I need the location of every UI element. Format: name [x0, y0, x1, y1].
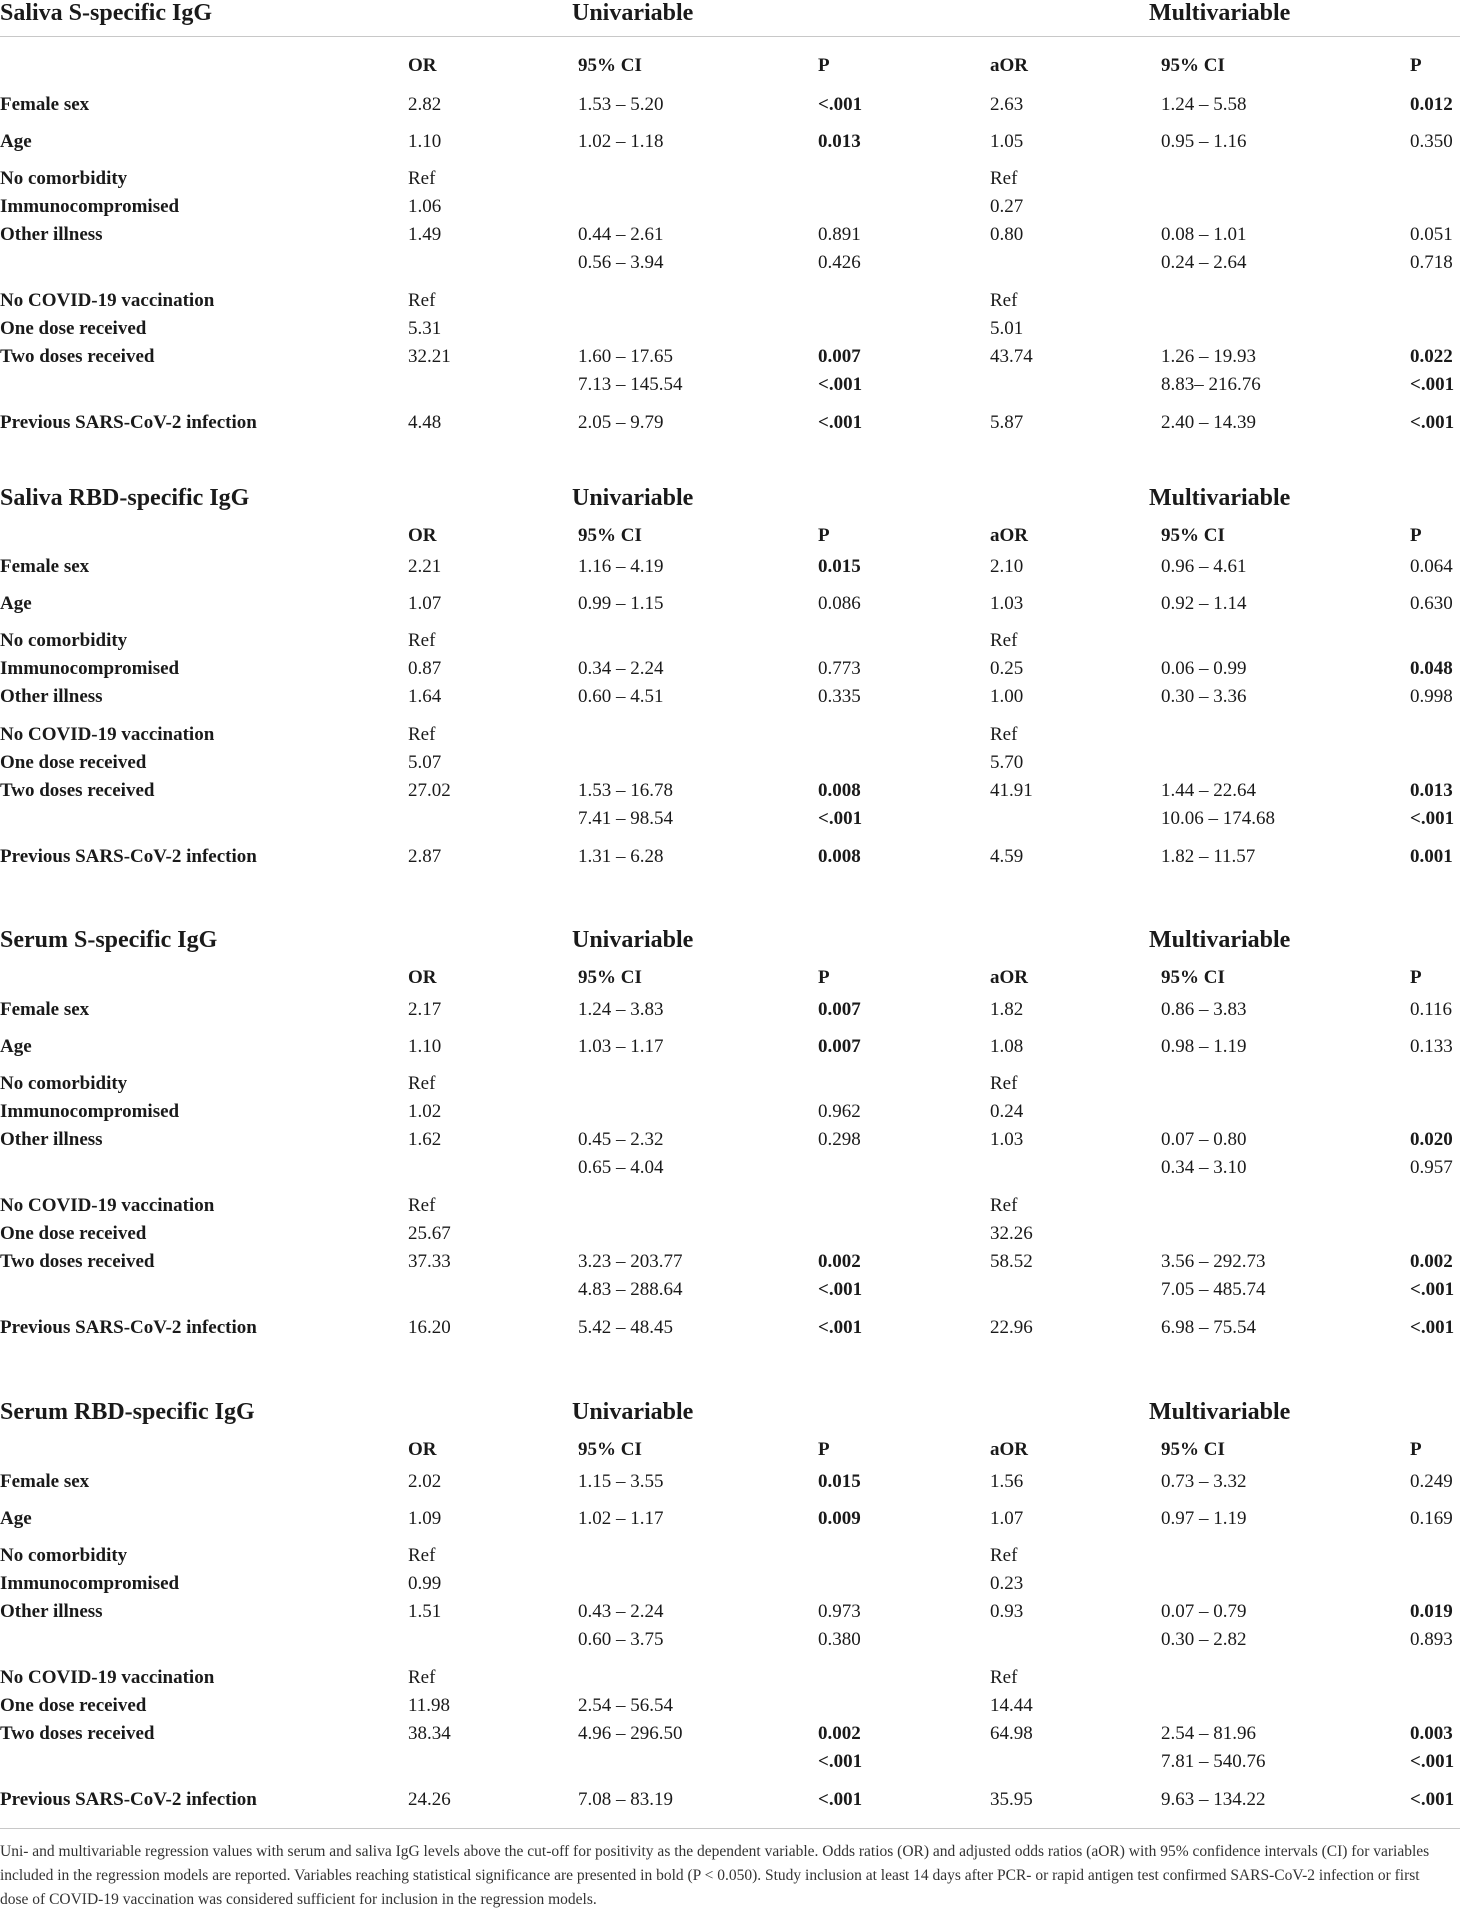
row-label: Female sex	[0, 556, 90, 577]
multivariable-heading: Multivariable	[1149, 927, 1291, 953]
cell-aor: Ref	[990, 724, 1018, 745]
cell-ap: 0.893	[1410, 1629, 1453, 1650]
cell-p: <.001	[818, 94, 863, 115]
cell-or: 1.06	[408, 196, 442, 217]
cell-or: 2.87	[408, 846, 442, 867]
cell-aci: 1.26 – 19.93	[1161, 346, 1256, 367]
cell-ap: <.001	[1410, 1751, 1455, 1772]
column-header-ci: 95% CI	[578, 967, 642, 988]
cell-or: 0.87	[408, 658, 442, 679]
cell-or: 1.64	[408, 686, 442, 707]
row-label: No COVID-19 vaccination	[0, 1195, 215, 1216]
cell-ci: 7.08 – 83.19	[578, 1789, 673, 1810]
column-header-p: P	[818, 525, 830, 546]
cell-p: 0.426	[818, 252, 861, 273]
cell-p: <.001	[818, 1751, 863, 1772]
column-header-or: OR	[408, 967, 437, 988]
cell-ap: 0.003	[1410, 1723, 1453, 1744]
column-header-ci: 95% CI	[578, 1439, 642, 1460]
cell-aor: 2.63	[990, 94, 1024, 115]
cell-ci: 2.54 – 56.54	[578, 1695, 673, 1716]
cell-or: 38.34	[408, 1723, 451, 1744]
cell-aor: 0.24	[990, 1101, 1024, 1122]
cell-or: 2.02	[408, 1471, 442, 1492]
row-label: Previous SARS-CoV-2 infection	[0, 412, 257, 433]
univariable-heading: Univariable	[572, 0, 694, 26]
cell-or: 1.51	[408, 1601, 442, 1622]
cell-p: 0.008	[818, 780, 861, 801]
cell-or: 1.02	[408, 1101, 442, 1122]
cell-p: 0.086	[818, 593, 861, 614]
cell-or: 11.98	[408, 1695, 451, 1716]
cell-aor: 4.59	[990, 846, 1024, 867]
row-label: Age	[0, 131, 32, 152]
cell-or: 27.02	[408, 780, 451, 801]
column-header-ap: P	[1410, 55, 1422, 76]
column-header-aor: aOR	[990, 967, 1028, 988]
section-title: Serum RBD-specific IgG	[0, 1399, 255, 1425]
cell-or: 1.10	[408, 1036, 442, 1057]
cell-aor: 5.87	[990, 412, 1024, 433]
column-header-ap: P	[1410, 525, 1422, 546]
cell-aci: 1.44 – 22.64	[1161, 780, 1256, 801]
section-title: Saliva S-specific IgG	[0, 0, 213, 26]
cell-aci: 0.97 – 1.19	[1161, 1508, 1247, 1529]
cell-ap: <.001	[1410, 1279, 1455, 1300]
cell-p: 0.007	[818, 1036, 861, 1057]
cell-p: <.001	[818, 1279, 863, 1300]
cell-ci: 0.65 – 4.04	[578, 1157, 664, 1178]
cell-ap: <.001	[1410, 1317, 1455, 1338]
cell-or: Ref	[408, 724, 436, 745]
row-label: No comorbidity	[0, 1545, 128, 1566]
cell-ci: 1.24 – 3.83	[578, 999, 664, 1020]
cell-ci: 2.05 – 9.79	[578, 412, 664, 433]
cell-ci: 0.56 – 3.94	[578, 252, 664, 273]
cell-or: Ref	[408, 290, 436, 311]
column-header-p: P	[818, 967, 830, 988]
cell-or: 0.99	[408, 1573, 442, 1594]
row-label: Age	[0, 593, 32, 614]
univariable-heading: Univariable	[572, 927, 694, 953]
row-label: Immunocompromised	[0, 196, 180, 217]
cell-or: 2.82	[408, 94, 442, 115]
cell-p: 0.015	[818, 556, 861, 577]
cell-aci: 2.40 – 14.39	[1161, 412, 1256, 433]
cell-aor: Ref	[990, 168, 1018, 189]
row-label: Immunocompromised	[0, 658, 180, 679]
cell-aor: 22.96	[990, 1317, 1033, 1338]
column-header-or: OR	[408, 525, 437, 546]
cell-or: 1.10	[408, 131, 442, 152]
row-label: One dose received	[0, 752, 147, 773]
cell-aor: 1.00	[990, 686, 1024, 707]
cell-or: 37.33	[408, 1251, 451, 1272]
column-header-ci: 95% CI	[578, 55, 642, 76]
cell-p: 0.007	[818, 999, 861, 1020]
cell-aor: 32.26	[990, 1223, 1033, 1244]
row-label: One dose received	[0, 1695, 147, 1716]
row-label: Age	[0, 1036, 32, 1057]
cell-p: <.001	[818, 374, 863, 395]
cell-aor: Ref	[990, 630, 1018, 651]
cell-p: <.001	[818, 1789, 863, 1810]
cell-ap: 0.116	[1410, 999, 1453, 1020]
cell-ci: 4.96 – 296.50	[578, 1723, 683, 1744]
row-label: No comorbidity	[0, 1073, 128, 1094]
cell-ap: 0.012	[1410, 94, 1453, 115]
cell-aci: 9.63 – 134.22	[1161, 1789, 1266, 1810]
row-label: Female sex	[0, 94, 90, 115]
cell-p: 0.002	[818, 1723, 861, 1744]
cell-aor: 0.93	[990, 1601, 1024, 1622]
cell-p: 0.380	[818, 1629, 861, 1650]
cell-p: 0.015	[818, 1471, 861, 1492]
cell-aor: 1.03	[990, 1129, 1024, 1150]
cell-ci: 0.45 – 2.32	[578, 1129, 664, 1150]
cell-aor: 1.82	[990, 999, 1024, 1020]
cell-aor: Ref	[990, 1545, 1018, 1566]
cell-aci: 8.83– 216.76	[1161, 374, 1261, 395]
row-label: Other illness	[0, 686, 103, 707]
cell-aci: 6.98 – 75.54	[1161, 1317, 1256, 1338]
cell-aor: 0.27	[990, 196, 1024, 217]
cell-or: 32.21	[408, 346, 451, 367]
cell-or: 1.07	[408, 593, 442, 614]
cell-aor: 0.25	[990, 658, 1024, 679]
cell-aor: 64.98	[990, 1723, 1033, 1744]
cell-ap: 0.249	[1410, 1471, 1453, 1492]
section-title: Serum S-specific IgG	[0, 927, 218, 953]
cell-ci: 1.03 – 1.17	[578, 1036, 664, 1057]
cell-aci: 10.06 – 174.68	[1161, 808, 1275, 829]
section-title: Saliva RBD-specific IgG	[0, 485, 250, 511]
cell-p: 0.891	[818, 224, 861, 245]
cell-p: 0.973	[818, 1601, 861, 1622]
cell-or: 16.20	[408, 1317, 451, 1338]
cell-aci: 0.95 – 1.16	[1161, 131, 1247, 152]
row-label: No comorbidity	[0, 630, 128, 651]
cell-aor: 58.52	[990, 1251, 1033, 1272]
cell-aci: 0.07 – 0.79	[1161, 1601, 1247, 1622]
row-label: One dose received	[0, 318, 147, 339]
column-header-or: OR	[408, 55, 437, 76]
cell-p: 0.002	[818, 1251, 861, 1272]
cell-aor: 1.05	[990, 131, 1024, 152]
cell-ap: 0.051	[1410, 224, 1453, 245]
cell-ci: 1.53 – 5.20	[578, 94, 664, 115]
cell-aor: 5.01	[990, 318, 1024, 339]
cell-ci: 0.60 – 3.75	[578, 1629, 664, 1650]
multivariable-heading: Multivariable	[1149, 1399, 1291, 1425]
cell-aor: 43.74	[990, 346, 1033, 367]
cell-p: 0.773	[818, 658, 861, 679]
cell-p: 0.009	[818, 1508, 861, 1529]
multivariable-heading: Multivariable	[1149, 485, 1291, 511]
cell-aor: 1.08	[990, 1036, 1024, 1057]
cell-aor: Ref	[990, 1073, 1018, 1094]
cell-aor: 1.03	[990, 593, 1024, 614]
cell-p: 0.335	[818, 686, 861, 707]
cell-ci: 7.41 – 98.54	[578, 808, 673, 829]
cell-or: Ref	[408, 168, 436, 189]
cell-aor: Ref	[990, 1195, 1018, 1216]
row-label: Other illness	[0, 1129, 103, 1150]
cell-ci: 1.16 – 4.19	[578, 556, 664, 577]
cell-aci: 0.86 – 3.83	[1161, 999, 1247, 1020]
row-label: Other illness	[0, 224, 103, 245]
cell-aor: 0.80	[990, 224, 1024, 245]
cell-ci: 1.60 – 17.65	[578, 346, 673, 367]
cell-p: 0.962	[818, 1101, 861, 1122]
row-label: Immunocompromised	[0, 1101, 180, 1122]
column-header-aci: 95% CI	[1161, 525, 1225, 546]
cell-ci: 4.83 – 288.64	[578, 1279, 683, 1300]
cell-or: 24.26	[408, 1789, 451, 1810]
cell-ci: 1.31 – 6.28	[578, 846, 664, 867]
cell-aor: 14.44	[990, 1695, 1033, 1716]
cell-ap: 0.002	[1410, 1251, 1453, 1272]
row-label: Two doses received	[0, 346, 155, 367]
column-header-aor: aOR	[990, 525, 1028, 546]
column-header-aor: aOR	[990, 1439, 1028, 1460]
cell-aci: 0.96 – 4.61	[1161, 556, 1247, 577]
cell-aci: 0.08 – 1.01	[1161, 224, 1247, 245]
cell-aci: 0.92 – 1.14	[1161, 593, 1247, 614]
row-label: Female sex	[0, 1471, 90, 1492]
row-label: No COVID-19 vaccination	[0, 1667, 215, 1688]
cell-aci: 0.98 – 1.19	[1161, 1036, 1247, 1057]
column-header-ap: P	[1410, 1439, 1422, 1460]
cell-p: 0.008	[818, 846, 861, 867]
cell-aci: 0.73 – 3.32	[1161, 1471, 1247, 1492]
multivariable-heading: Multivariable	[1149, 0, 1291, 26]
cell-or: 25.67	[408, 1223, 451, 1244]
column-header-aci: 95% CI	[1161, 967, 1225, 988]
cell-ap: 0.133	[1410, 1036, 1453, 1057]
column-header-ci: 95% CI	[578, 525, 642, 546]
cell-ap: 0.022	[1410, 346, 1453, 367]
row-label: Previous SARS-CoV-2 infection	[0, 1789, 257, 1810]
cell-ci: 5.42 – 48.45	[578, 1317, 673, 1338]
cell-ap: 0.630	[1410, 593, 1453, 614]
cell-ap: <.001	[1410, 374, 1455, 395]
cell-or: 2.21	[408, 556, 442, 577]
column-header-aci: 95% CI	[1161, 55, 1225, 76]
row-label: No COVID-19 vaccination	[0, 290, 215, 311]
cell-ci: 1.02 – 1.17	[578, 1508, 664, 1529]
cell-ap: 0.064	[1410, 556, 1453, 577]
header-divider	[0, 36, 1460, 37]
cell-ap: 0.020	[1410, 1129, 1453, 1150]
cell-aci: 7.05 – 485.74	[1161, 1279, 1266, 1300]
row-label: Previous SARS-CoV-2 infection	[0, 1317, 257, 1338]
univariable-heading: Univariable	[572, 1399, 694, 1425]
cell-aor: 0.23	[990, 1573, 1024, 1594]
cell-ap: 0.048	[1410, 658, 1453, 679]
cell-ci: 0.43 – 2.24	[578, 1601, 664, 1622]
cell-ci: 1.53 – 16.78	[578, 780, 673, 801]
cell-aci: 3.56 – 292.73	[1161, 1251, 1266, 1272]
cell-or: 4.48	[408, 412, 442, 433]
cell-ap: <.001	[1410, 808, 1455, 829]
cell-p: <.001	[818, 1317, 863, 1338]
column-header-aci: 95% CI	[1161, 1439, 1225, 1460]
row-label: One dose received	[0, 1223, 147, 1244]
cell-aci: 0.24 – 2.64	[1161, 252, 1247, 273]
cell-aci: 0.34 – 3.10	[1161, 1157, 1247, 1178]
cell-ap: <.001	[1410, 1789, 1455, 1810]
row-label: Immunocompromised	[0, 1573, 180, 1594]
cell-p: 0.013	[818, 131, 861, 152]
row-label: Age	[0, 1508, 32, 1529]
cell-aci: 2.54 – 81.96	[1161, 1723, 1256, 1744]
cell-ci: 1.02 – 1.18	[578, 131, 664, 152]
cell-aci: 0.30 – 3.36	[1161, 686, 1247, 707]
cell-ci: 0.34 – 2.24	[578, 658, 664, 679]
column-header-p: P	[818, 55, 830, 76]
cell-p: 0.298	[818, 1129, 861, 1150]
cell-ap: 0.013	[1410, 780, 1453, 801]
cell-or: 5.31	[408, 318, 442, 339]
cell-aor: 5.70	[990, 752, 1024, 773]
column-header-or: OR	[408, 1439, 437, 1460]
cell-aor: Ref	[990, 290, 1018, 311]
footnote-divider	[0, 1828, 1460, 1829]
cell-aor: 35.95	[990, 1789, 1033, 1810]
cell-aci: 0.06 – 0.99	[1161, 658, 1247, 679]
cell-aor: 1.56	[990, 1471, 1024, 1492]
cell-ci: 3.23 – 203.77	[578, 1251, 683, 1272]
row-label: No COVID-19 vaccination	[0, 724, 215, 745]
row-label: Other illness	[0, 1601, 103, 1622]
cell-ap: 0.001	[1410, 846, 1453, 867]
cell-aci: 0.07 – 0.80	[1161, 1129, 1247, 1150]
table-footnote: Uni- and multivariable regression values with serum and saliva IgG levels above the cut-off for positivity as the dependent variable. Odds ratios (OR) and adjusted odds ratios (aOR) with 95% confidence intervals (CI) for variables included in the regression models are reported. Variables reaching statistical significance are presented in bold (P < 0.050). Study inclusion at least 14 days after PCR- or rapid antigen test confirmed SARS-CoV-2 infection or first dose of COVID-19 vaccination was considered sufficient for inclusion in the regression models.	[0, 1843, 1430, 1908]
cell-or: 2.17	[408, 999, 442, 1020]
cell-p: 0.007	[818, 346, 861, 367]
cell-ap: 0.998	[1410, 686, 1453, 707]
cell-aor: 41.91	[990, 780, 1033, 801]
cell-aci: 1.82 – 11.57	[1161, 846, 1256, 867]
cell-or: Ref	[408, 1195, 436, 1216]
cell-or: 5.07	[408, 752, 442, 773]
cell-or: Ref	[408, 1667, 436, 1688]
cell-or: 1.62	[408, 1129, 442, 1150]
cell-or: Ref	[408, 630, 436, 651]
univariable-heading: Univariable	[572, 485, 694, 511]
cell-aor: 1.07	[990, 1508, 1024, 1529]
cell-ci: 0.44 – 2.61	[578, 224, 664, 245]
cell-ci: 0.99 – 1.15	[578, 593, 664, 614]
cell-ap: 0.957	[1410, 1157, 1453, 1178]
row-label: No comorbidity	[0, 168, 128, 189]
row-label: Two doses received	[0, 1723, 155, 1744]
cell-ap: 0.718	[1410, 252, 1453, 273]
cell-aci: 1.24 – 5.58	[1161, 94, 1247, 115]
cell-ap: 0.350	[1410, 131, 1453, 152]
cell-ci: 0.60 – 4.51	[578, 686, 664, 707]
cell-ap: <.001	[1410, 412, 1455, 433]
row-label: Previous SARS-CoV-2 infection	[0, 846, 257, 867]
cell-aci: 7.81 – 540.76	[1161, 1751, 1266, 1772]
column-header-p: P	[818, 1439, 830, 1460]
cell-or: 1.09	[408, 1508, 442, 1529]
cell-ap: 0.019	[1410, 1601, 1453, 1622]
cell-p: <.001	[818, 412, 863, 433]
cell-ci: 1.15 – 3.55	[578, 1471, 664, 1492]
row-label: Female sex	[0, 999, 90, 1020]
cell-p: <.001	[818, 808, 863, 829]
cell-or: Ref	[408, 1073, 436, 1094]
cell-or: Ref	[408, 1545, 436, 1566]
row-label: Two doses received	[0, 780, 155, 801]
column-header-aor: aOR	[990, 55, 1028, 76]
cell-ci: 7.13 – 145.54	[578, 374, 683, 395]
row-label: Two doses received	[0, 1251, 155, 1272]
cell-ap: 0.169	[1410, 1508, 1453, 1529]
cell-aor: 2.10	[990, 556, 1024, 577]
cell-or: 1.49	[408, 224, 442, 245]
cell-aci: 0.30 – 2.82	[1161, 1629, 1247, 1650]
column-header-ap: P	[1410, 967, 1422, 988]
cell-aor: Ref	[990, 1667, 1018, 1688]
